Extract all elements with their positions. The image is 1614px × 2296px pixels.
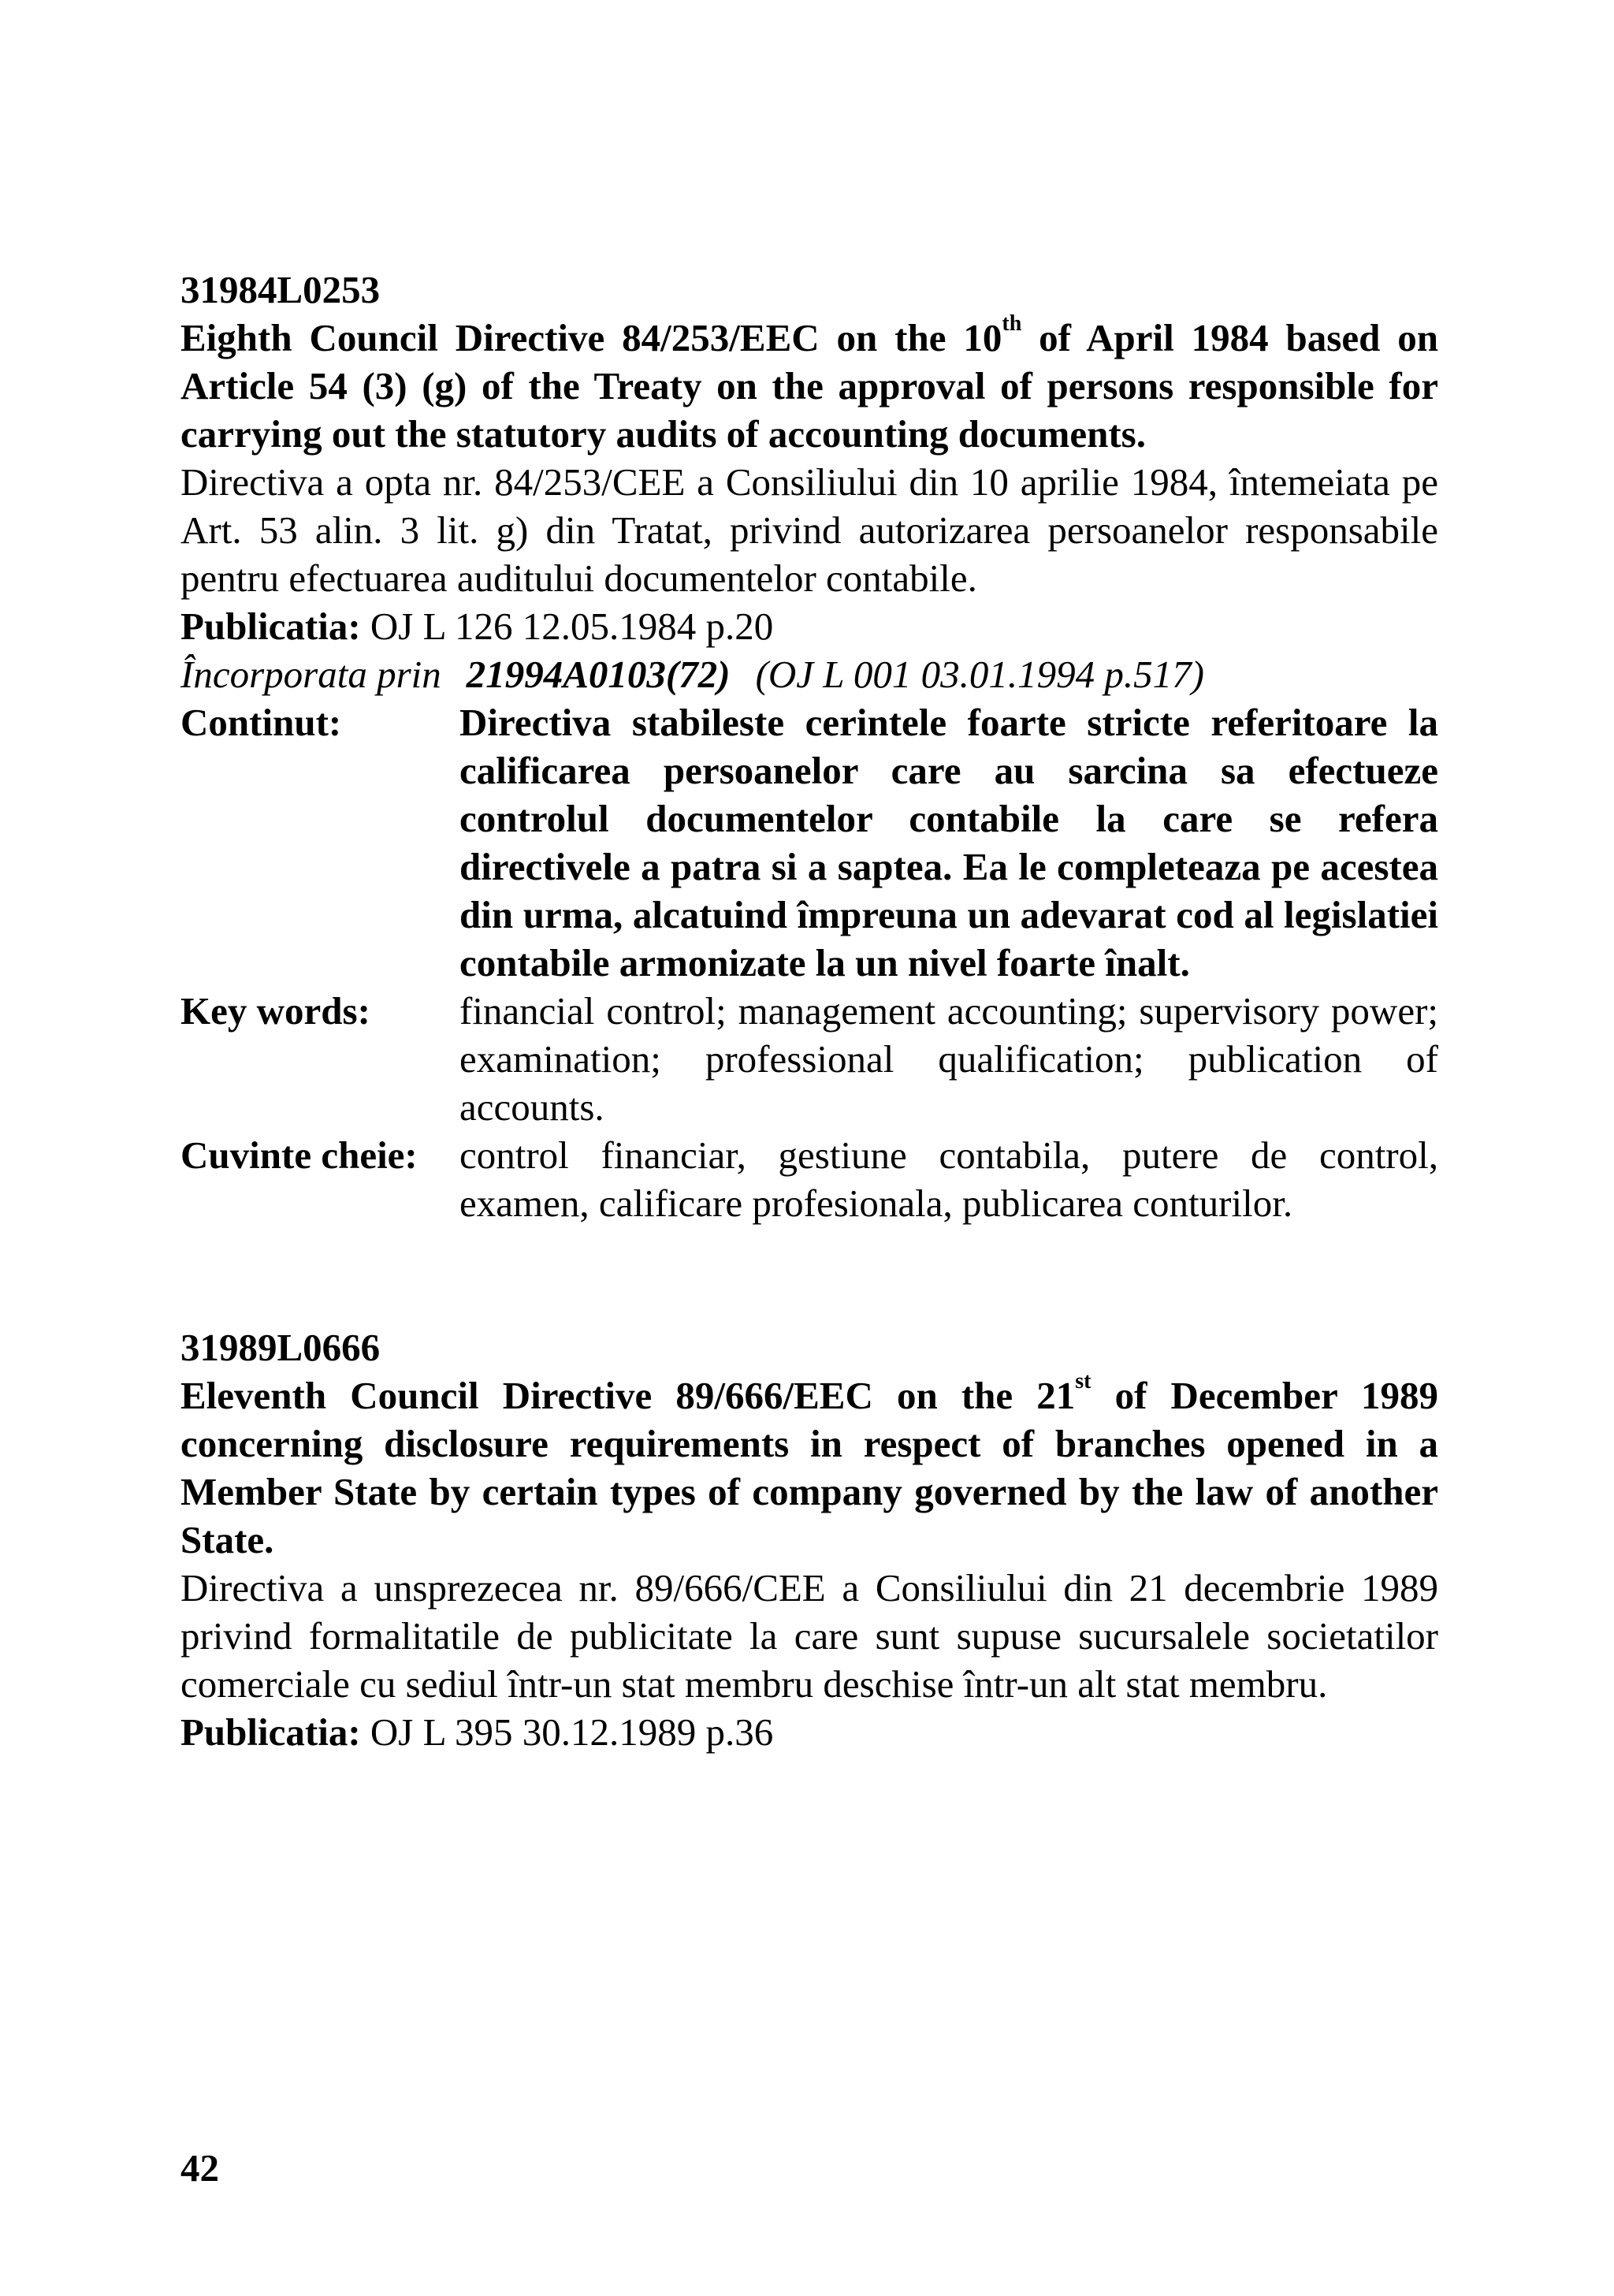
content-text: Directiva stabileste cerintele foarte stricte referitoare la calificarea persoanelor care au sarcina sa efectueze controlul documentelor contabile la care se refera directivele a patra si a saptea. Ea le completeaza pe acestea din urma, alcatuind împreuna un adevarat cod al legislatiei contabile armonizate la un nivel foarte înalt. xyxy=(459,701,1438,984)
ordinal-suffix: st xyxy=(1075,1369,1091,1394)
english-title xyxy=(180,1371,1438,1564)
keywords-label: Key words: xyxy=(180,989,370,1033)
keywords-text: financial control; management accounting; supervisory power; examination; professional qualification; publication of accounts. xyxy=(459,989,1438,1129)
directive-entry xyxy=(180,1323,1438,1756)
english-title xyxy=(180,311,1438,458)
ordinal-suffix: th xyxy=(1002,311,1022,336)
content-label: Continut: xyxy=(180,701,342,744)
romanian-title: Directiva a opta nr. 84/253/CEE a Consiliului din 10 aprilie 1984, întemeiata pe Art. 53 alin. 3 lit. g) din Tratat, privind autorizarea persoanelor responsabile pentru efectuarea auditului documentelor contabile. xyxy=(180,460,1438,600)
publication-label: Publicatia: xyxy=(180,605,361,648)
document-page xyxy=(180,266,1438,1756)
directive-entry xyxy=(180,266,1438,1227)
page-number: 42 xyxy=(180,2146,219,2190)
incorporation-reference: (OJ L 001 03.01.1994 p.517) xyxy=(755,653,1204,696)
publication-value: OJ L 395 30.12.1989 p.36 xyxy=(370,1710,774,1754)
cuvinte-cheie-row xyxy=(180,1131,1438,1227)
cuvinte-cheie-label: Cuvinte cheie: xyxy=(180,1133,418,1177)
english-title-text-rest: of April 1984 based on Article 54 (3) (g) of the Treaty on the approval of persons responsible for carrying out the statutory audits of accounting documents. xyxy=(180,316,1438,456)
english-title-text: Eleventh Council Directive 89/666/EEC on the 21 xyxy=(180,1374,1076,1417)
publication-line xyxy=(180,602,1438,650)
keywords-row xyxy=(180,987,1438,1131)
english-title-text-rest: of December 1989 concerning disclosure requirements in respect of branches opened in a Member State by certain types of company governed by the law of another State. xyxy=(180,1374,1438,1561)
celex-code: 31984L0253 xyxy=(180,268,381,311)
content-row xyxy=(180,698,1438,987)
publication-value: OJ L 126 12.05.1984 p.20 xyxy=(370,605,774,648)
incorporation-code: 21994A0103(72) xyxy=(466,653,731,696)
romanian-title: Directiva a unsprezecea nr. 89/666/CEE a Consiliului din 21 decembrie 1989 privind formalitatile de publicitate la care sunt supuse sucursalele societatilor comerciale cu sediul într-un stat membru deschise într-un alt stat membru. xyxy=(180,1566,1438,1706)
cuvinte-cheie-text: control financiar, gestiune contabila, putere de control, examen, calificare profesionala, publicarea conturilor. xyxy=(459,1133,1438,1225)
incorporation-label: Încorporata prin xyxy=(180,653,441,696)
english-title-text: Eighth Council Directive 84/253/EEC on the 10 xyxy=(180,316,1002,359)
publication-label: Publicatia: xyxy=(180,1710,361,1754)
incorporation-line xyxy=(180,650,1438,698)
publication-line xyxy=(180,1708,1438,1756)
celex-code: 31989L0666 xyxy=(180,1326,381,1369)
